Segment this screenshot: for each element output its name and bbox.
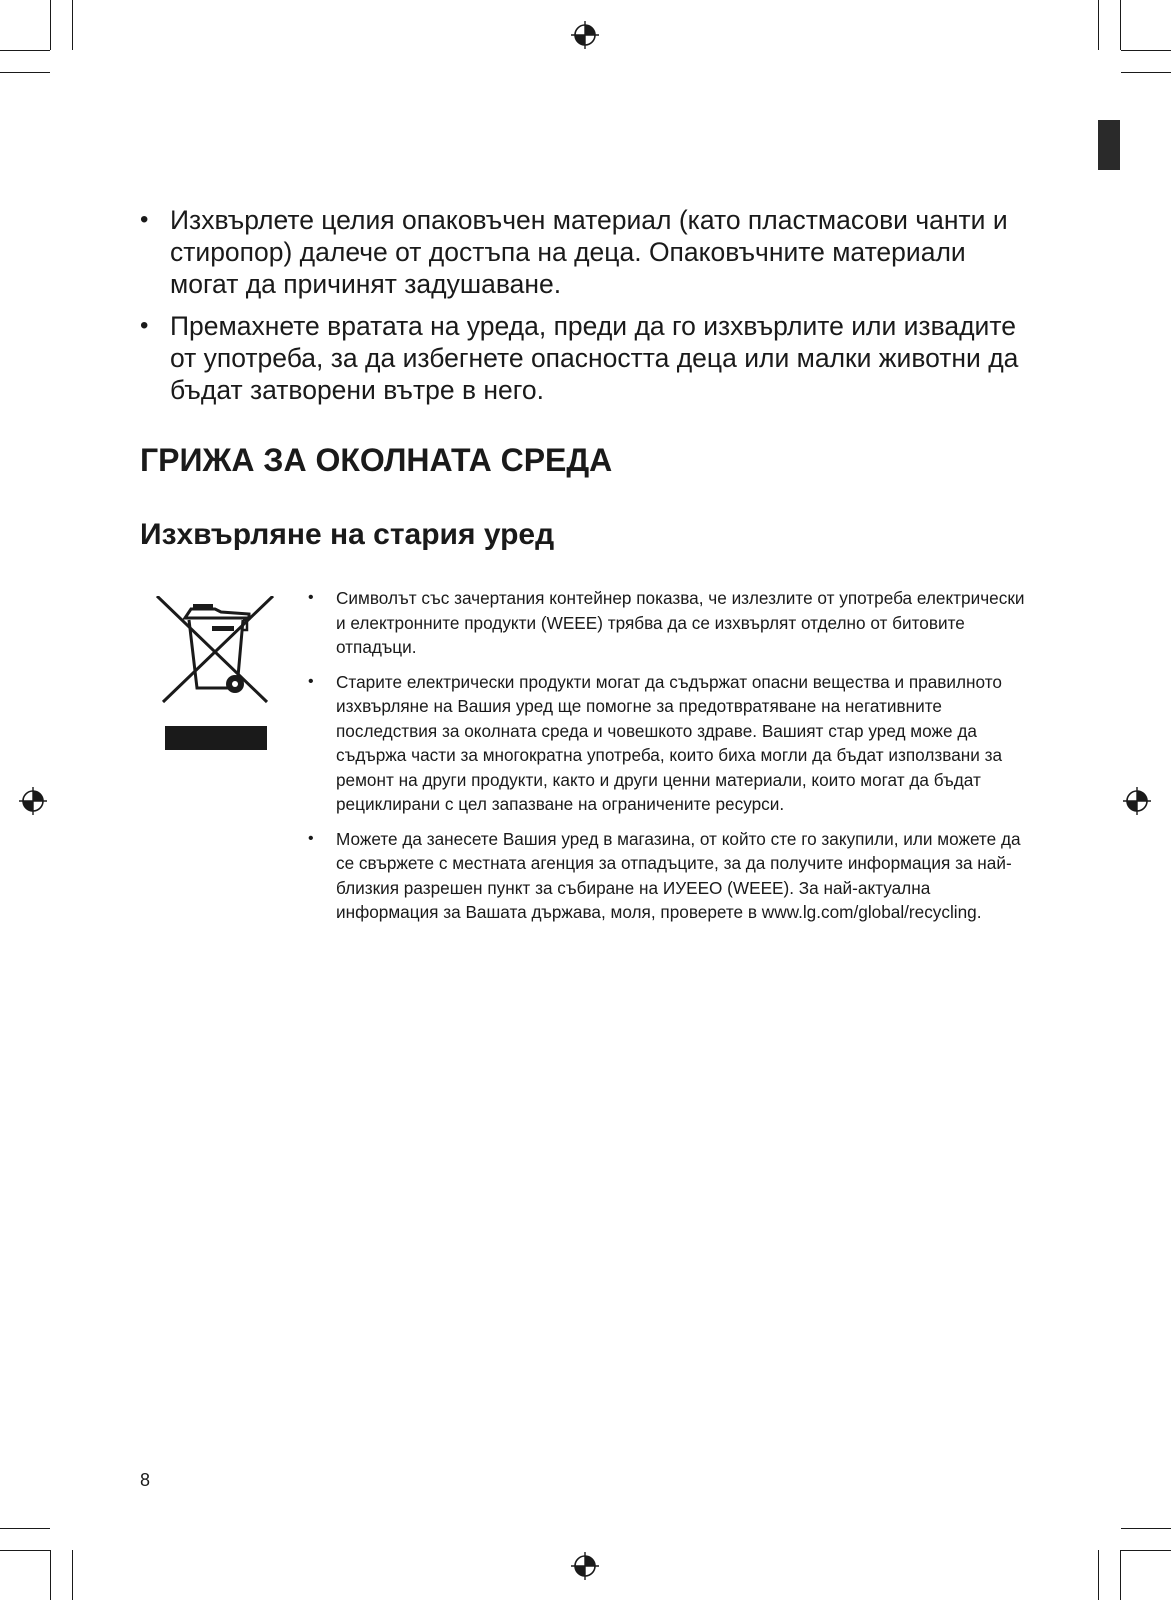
crop-mark xyxy=(50,0,51,50)
section-heading: ГРИЖА ЗА ОКОЛНАТА СРЕДА xyxy=(140,442,613,478)
crop-mark xyxy=(1121,50,1171,51)
safety-bullet-list xyxy=(140,204,1040,416)
crossed-out-wheelie-bin-icon xyxy=(155,596,285,766)
crop-mark xyxy=(72,1550,73,1600)
list-item: • Можете да занесете Вашия уред в магазина, от който сте го закупили, или можете да се свържете с местната агенция за отпадъците, за да получите информация за най-близкия разрешен пункт за събиране на ИУЕЕО (WEEE). За най-актуална информация за Вашата държава, моля, проверете в www.lg.com/global/recycling. xyxy=(306,827,1026,925)
registration-mark-icon xyxy=(1122,786,1152,816)
crop-mark xyxy=(0,50,50,51)
crop-mark xyxy=(1098,0,1099,50)
crop-mark xyxy=(0,72,50,73)
registration-mark-icon xyxy=(18,786,48,816)
crop-mark xyxy=(0,1528,50,1529)
list-item: • Символът със зачертания контейнер показва, че излезлите от употреба електрически и електронните продукти (WEEE) трябва да се изхвърлят отделно от битовите отпадъци. xyxy=(306,586,1026,660)
list-item: • Изхвърлете целия опаковъчен материал (като пластмасови чанти и стиропор) далече от достъпа на деца. Опаковъчните материали могат да причинят задушаване. xyxy=(140,204,1040,300)
page-number: 8 xyxy=(140,1470,151,1490)
crop-mark xyxy=(50,1550,51,1600)
crop-mark xyxy=(1121,1528,1171,1529)
crop-mark xyxy=(72,0,73,50)
section-subheading: Изхвърляне на стария уред xyxy=(140,518,555,551)
section-tab-marker xyxy=(1098,120,1120,170)
crop-mark xyxy=(1120,0,1121,50)
disposal-bullet-list xyxy=(306,586,1026,935)
crop-mark xyxy=(0,1550,50,1551)
registration-mark-icon xyxy=(570,1551,600,1581)
crop-mark xyxy=(1121,72,1171,73)
list-item: • Премахнете вратата на уреда, преди да го изхвърлите или извадите от употреба, за да избегнете опасността деца или малки животни да бъдат затворени вътре в него. xyxy=(140,310,1040,406)
crop-mark xyxy=(1120,1550,1121,1600)
crop-mark xyxy=(1098,1550,1099,1600)
crop-mark xyxy=(1121,1550,1171,1551)
registration-mark-icon xyxy=(570,20,600,50)
list-item: • Старите електрически продукти могат да съдържат опасни вещества и правилното изхвърляне на Вашия уред ще помогне за предотвратяване на негативните последствия за околната среда и човешкото здраве. Вашият стар уред може да съдържа части за многократна употреба, които биха могли да бъдат използвани за ремонт на други продукти, както и други ценни материали, които могат да бъдат рециклирани с цел запазване на ограничените ресурси. xyxy=(306,670,1026,817)
